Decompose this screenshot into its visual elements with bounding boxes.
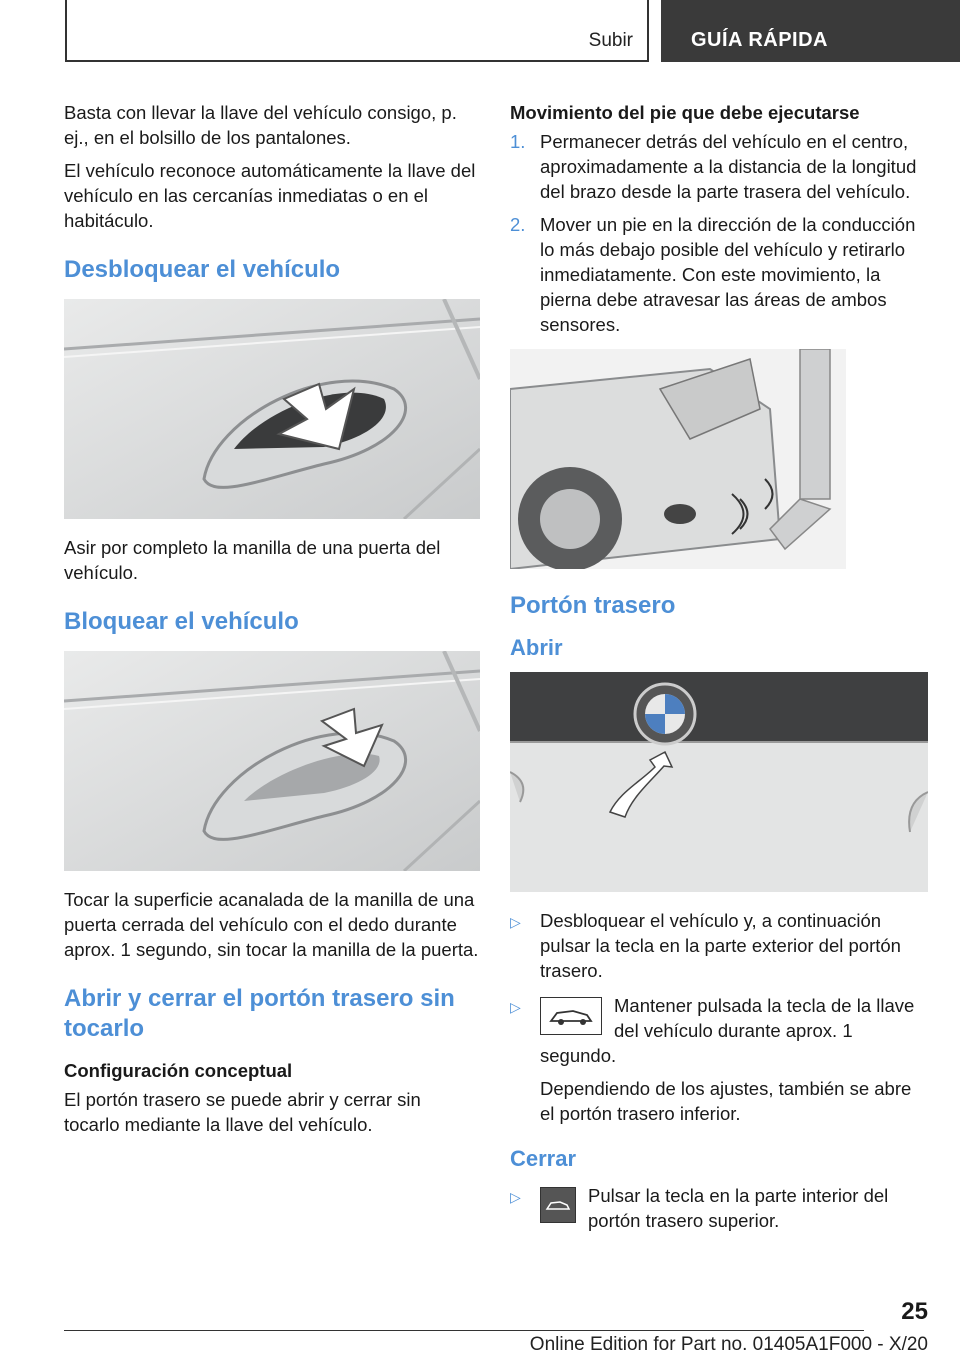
subir-link[interactable]: Subir xyxy=(588,30,633,51)
bullet-triangle-icon: ▷ xyxy=(510,914,521,930)
lock-caption: Tocar la superficie acanalada de la manilla de una puerta cerrada del vehículo con el dedo durante aprox. 1 segundo, sin tocar la manilla de la puerta. xyxy=(64,889,479,960)
bullet-triangle-icon: ▷ xyxy=(510,999,521,1015)
movement-heading: Movimiento del pie que debe ejecutarse xyxy=(510,102,860,123)
intro-paragraph-2: El vehículo reconoce automáticamente la llave del vehículo en las cercanías inmediatas o en el habitáculo. xyxy=(64,160,476,231)
close-bullet xyxy=(510,1183,928,1233)
step-text: Mover un pie en la dirección de la conducción lo más debajo posible del vehículo y retirarlo inmediatamente. Con este movimiento, la pierna debe atravesar las áreas de ambos sensores. xyxy=(540,214,916,335)
intro-paragraph-1: Basta con llevar la llave del vehículo consigo, p. ej., en el bolsillo de los pantalones. xyxy=(64,102,457,148)
bullet-text: Pulsar la tecla en la parte interior del portón trasero superior. xyxy=(588,1185,889,1231)
left-column xyxy=(64,100,480,1145)
edition-text: Online Edition for Part no. 01405A1F000 - X/20 xyxy=(529,1334,928,1355)
tailgate-button-image xyxy=(510,672,928,892)
open-bullet-2 xyxy=(510,993,928,1134)
lock-heading: Bloquear el vehículo xyxy=(64,608,299,635)
lock-door-handle-image xyxy=(64,651,480,871)
header-box xyxy=(65,0,649,62)
section-tab[interactable]: GUÍA RÁPIDA xyxy=(661,0,960,62)
interior-button-icon xyxy=(540,1187,576,1223)
unlock-door-handle-image xyxy=(64,299,480,519)
bullet-triangle-icon: ▷ xyxy=(510,1189,521,1205)
step-text: Permanecer detrás del vehículo en el centro, aproximadamente a la distancia de la longitud del brazo desde la parte trasera del vehículo. xyxy=(540,131,917,202)
bullet-text: Mantener pulsada la tecla de la llave del vehículo durante aprox. 1 segundo. xyxy=(540,995,915,1066)
concept-text: El portón trasero se puede abrir y cerrar sin tocarlo mediante la llave del vehículo. xyxy=(64,1089,421,1135)
step-number: 2. xyxy=(510,214,526,235)
footer-divider xyxy=(64,1330,864,1331)
step-2 xyxy=(510,212,928,337)
open-bullet-1 xyxy=(510,908,928,983)
unlock-caption: Asir por completo la manilla de una puerta del vehículo. xyxy=(64,537,441,583)
bullet-note: Dependiendo de los ajustes, también se abre el portón trasero inferior. xyxy=(540,1078,912,1124)
foot-movement-image xyxy=(510,349,846,569)
unlock-heading: Desbloquear el vehículo xyxy=(64,256,341,283)
bullet-text: Desbloquear el vehículo y, a continuación pulsar la tecla en la parte exterior del portón trasero. xyxy=(540,910,901,981)
page-number: 25 xyxy=(901,1298,928,1325)
concept-heading: Configuración conceptual xyxy=(64,1060,293,1081)
key-tailgate-icon xyxy=(540,997,602,1035)
tailgate-heading: Portón trasero xyxy=(510,592,676,619)
open-heading: Abrir xyxy=(510,635,563,660)
step-number: 1. xyxy=(510,131,526,152)
touchless-tailgate-heading: Abrir y cerrar el portón trasero sin tocarlo xyxy=(64,985,455,1042)
step-1 xyxy=(510,129,928,204)
close-heading: Cerrar xyxy=(510,1146,577,1171)
right-column xyxy=(510,100,928,1241)
page-header xyxy=(65,0,960,64)
